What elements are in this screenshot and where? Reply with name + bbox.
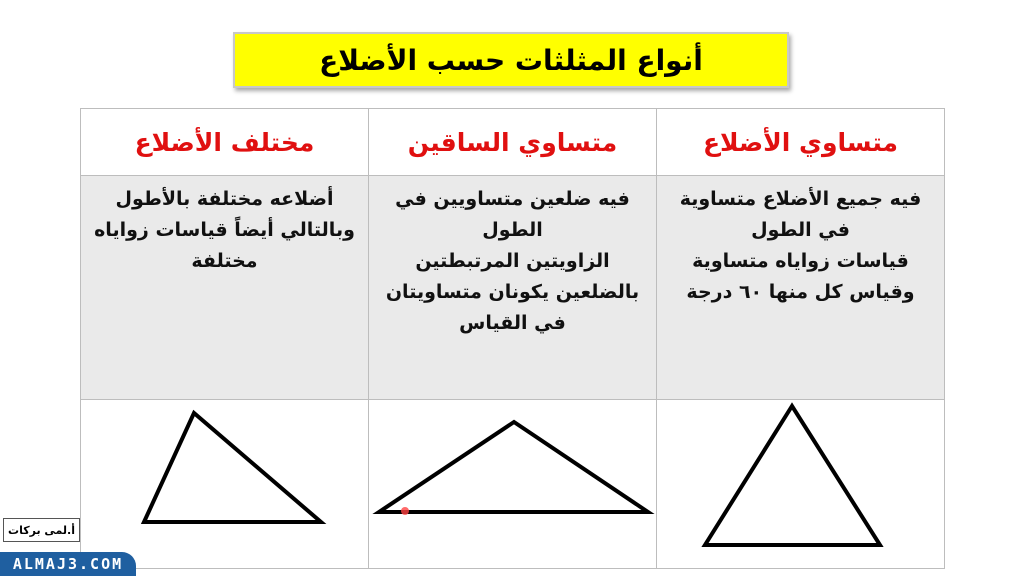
- description-scalene: [81, 176, 369, 400]
- text-line: الزاويتين المرتبطتين: [415, 250, 610, 272]
- text-line: فيه جميع الأضلاع متساوية: [679, 188, 922, 210]
- description-equilateral: [657, 176, 945, 400]
- heading-isosceles: متساوي الساقين: [369, 109, 657, 176]
- shape-cell-scalene: [81, 400, 369, 569]
- text-line: الطول: [482, 219, 543, 241]
- brand-watermark: ALMAJ3.COM: [0, 552, 136, 576]
- author-label: أ.لمى بركات: [3, 518, 80, 542]
- text-line: بالضلعين يكونان متساويتان: [385, 281, 640, 303]
- equilateral-triangle: [657, 400, 944, 568]
- isosceles-triangle: [369, 400, 656, 568]
- text-line: وقياس كل منها ٦٠ درجة: [686, 281, 915, 303]
- description-isosceles: [369, 176, 657, 400]
- heading-equilateral: متساوي الأضلاع: [657, 109, 945, 176]
- text-line: وبالتالي أيضاً قياسات زواياه: [94, 219, 355, 241]
- text-line: في الطول: [751, 219, 850, 241]
- scalene-triangle: [81, 400, 368, 568]
- text-line: أضلاعه مختلفة بالأطول: [115, 188, 334, 210]
- text-line: مختلفة: [191, 250, 258, 272]
- triangle-types-table: [80, 108, 945, 569]
- heading-scalene: مختلف الأضلاع: [81, 109, 369, 176]
- shape-cell-equilateral: [657, 400, 945, 569]
- pointer-dot: [401, 507, 409, 515]
- text-line: فيه ضلعين متساويين في: [395, 188, 630, 210]
- text-line: في القياس: [459, 312, 566, 334]
- slide-title: أنواع المثلثات حسب الأضلاع: [233, 32, 789, 88]
- text-line: قياسات زواياه متساوية: [692, 250, 909, 272]
- shape-cell-isosceles: [369, 400, 657, 569]
